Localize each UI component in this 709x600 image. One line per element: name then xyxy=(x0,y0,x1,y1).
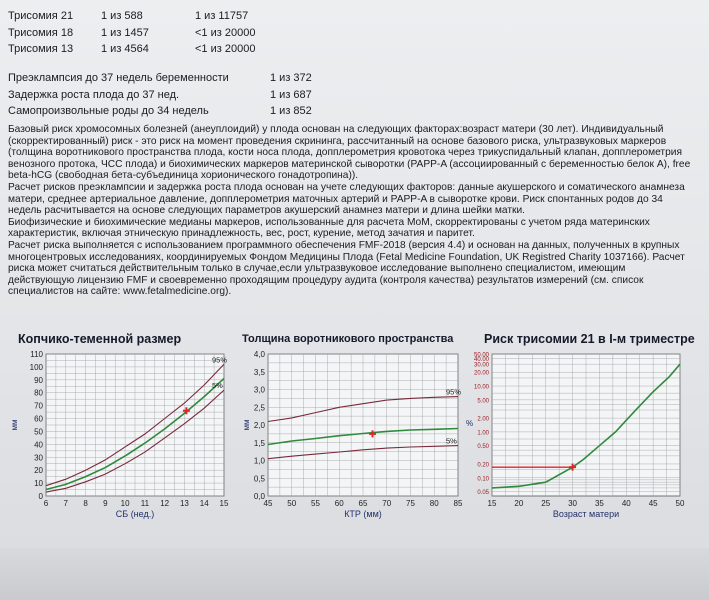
risk-name: Трисомия 21 xyxy=(8,10,74,22)
x-tick-label: 6 xyxy=(43,499,49,508)
description-paragraph xyxy=(8,182,698,217)
risk-name: Трисомия 13 xyxy=(8,43,74,55)
x-axis-label: Возраст матери xyxy=(552,509,620,519)
text-line: риска может считаться действительным только в случае,если ультразвуковое исследование выполнено специалистом, имеющим xyxy=(8,263,626,275)
t21-chart xyxy=(462,332,702,532)
base-risk: 1 из 588 xyxy=(101,10,143,22)
y-tick-label: 5.00 xyxy=(477,398,489,405)
y-tick-label: 0.10 xyxy=(477,476,489,483)
text-line: недель расчитывается на основе следующих параметров акушерский анамнез матери и длина шейки матки. xyxy=(8,205,526,217)
y-tick-label: 110 xyxy=(30,350,43,359)
x-tick-label: 30 xyxy=(568,499,578,508)
y-tick-label: 50 xyxy=(34,427,43,437)
series-label: 5% xyxy=(446,436,457,446)
text-line: характеристик, включая этническую принадлежность, вес, рост, курение, метод зачатия и паритет. xyxy=(8,228,475,240)
y-tick-label: 20.00 xyxy=(473,370,489,377)
page-shadow xyxy=(0,548,709,600)
x-tick-label: 9 xyxy=(103,499,108,508)
y-tick-label: 1,5 xyxy=(253,438,265,448)
text-line: матери, среднее артериальное давление, допплерометрия маточных артерий и PAPP-A в сыворотке крови. Риск спонтанных родов до 34 xyxy=(8,193,663,205)
x-tick-label: 25 xyxy=(541,499,551,508)
x-tick-label: 15 xyxy=(487,499,497,508)
text-line: Базовый риск хромосомных болезней (анеуплоидий) у плода основан на следующих факторах:возраст матери (30 лет). Индивидуальный xyxy=(8,124,664,135)
x-tick-label: 80 xyxy=(429,499,439,508)
nt-chart-svg xyxy=(236,332,462,532)
y-axis-label: % xyxy=(466,419,474,428)
x-tick-label: 85 xyxy=(453,499,462,508)
x-tick-label: 45 xyxy=(648,499,658,508)
x-tick-label: 20 xyxy=(514,499,524,508)
risk-name: Самопроизвольные роды до 34 недель xyxy=(8,105,209,117)
series-label: 95% xyxy=(446,387,462,397)
y-tick-label: 1.00 xyxy=(477,430,489,437)
nt-chart xyxy=(236,332,462,532)
y-tick-label: 30 xyxy=(34,453,43,463)
y-tick-label: 90 xyxy=(34,375,43,385)
description-paragraph xyxy=(8,124,698,182)
risk-value: 1 из 687 xyxy=(270,88,312,101)
crl-chart xyxy=(4,332,236,532)
y-tick-label: 0,5 xyxy=(253,474,265,484)
y-tick-label: 50.00 xyxy=(473,352,489,359)
x-tick-label: 13 xyxy=(179,499,189,508)
y-tick-label: 40.00 xyxy=(473,356,489,363)
y-tick-label: 10.00 xyxy=(473,384,489,391)
y-axis-label: мм xyxy=(10,419,19,431)
x-tick-label: 40 xyxy=(621,499,631,508)
risk-name: Преэклампсия до 37 недель беременности xyxy=(8,72,229,84)
y-tick-label: 0.50 xyxy=(477,444,489,451)
y-tick-label: 0.20 xyxy=(477,462,489,469)
description-text xyxy=(8,124,698,298)
text-line: Расчет рисков преэклампсии и задержка роста плода основан на учете следующих факторов: данные акушерского и соматического анамнеза xyxy=(8,181,685,193)
y-tick-label: 2,0 xyxy=(253,421,265,430)
y-tick-label: 2.00 xyxy=(477,416,489,423)
description-paragraph xyxy=(8,240,698,298)
base-risk: 1 из 1457 xyxy=(101,26,149,39)
series-label: 5% xyxy=(212,381,223,391)
y-tick-label: 30.00 xyxy=(473,362,489,369)
individual-risk: <1 из 20000 xyxy=(195,26,256,39)
y-tick-label: 1,0 xyxy=(253,456,265,466)
x-tick-label: 50 xyxy=(675,499,685,508)
text-line: Расчет риска выполняется с использованием программного обеспечения FMF-2018 (версия 4.4) и основан на данных, полученных в крупных xyxy=(8,239,680,251)
crl-chart-svg xyxy=(4,332,236,532)
individual-risk: 1 из 11757 xyxy=(195,10,249,22)
text-line: действующую лицензию FMF и своевременно проходящим процедуру аудита (контроля качества) результатов измерений (см. список xyxy=(8,274,644,286)
text-line: специалистов на сайте: www.fetalmedicine.org). xyxy=(8,286,232,298)
text-line: венозного протока, ЧСС плода) и биохимических маркеров материнской сыворотки (PAPP-A (ассоциированный с беременностью белок А), free xyxy=(8,158,691,170)
x-tick-label: 35 xyxy=(594,499,604,508)
x-axis-label: КТР (мм) xyxy=(344,509,382,519)
crl-chart-title: Копчико-теменной размер xyxy=(18,332,182,346)
x-tick-label: 50 xyxy=(287,499,297,508)
y-tick-label: 3,5 xyxy=(253,367,265,377)
individual-risk: <1 из 20000 xyxy=(195,43,256,55)
x-axis-label: СБ (нед.) xyxy=(115,509,155,519)
risk-name: Трисомия 18 xyxy=(8,26,74,39)
x-tick-label: 12 xyxy=(160,499,170,508)
y-tick-label: 40 xyxy=(34,440,43,450)
y-tick-label: 0 xyxy=(38,492,43,501)
nt-chart-title: Толщина воротникового пространства xyxy=(242,333,454,345)
y-tick-label: 2,5 xyxy=(253,403,265,413)
text-line: beta-hCG (свободная бета-субъединица хорионического гонадотропина)). xyxy=(8,170,359,182)
x-tick-label: 7 xyxy=(63,499,69,508)
text-line: многоцентровых исследованиях, координируемых Фондом Медицины Плода (Fetal Medicine Foundation, UK Registred Charity 1037166). Расчет xyxy=(8,251,685,263)
risk-value: 1 из 372 xyxy=(270,72,312,84)
y-tick-label: 0,0 xyxy=(253,492,265,501)
y-tick-label: 60 xyxy=(34,414,43,424)
risk-name: Задержка роста плода до 37 нед. xyxy=(8,88,180,101)
t21-chart-svg xyxy=(462,332,702,532)
text-line: (толщина воротникового пространства плода, кости носа плода, допплерометрия кровотока через трикуспидальный клапан, допплерометрия xyxy=(8,147,682,159)
t21-chart-title: Риск трисомии 21 в I-м триместре xyxy=(484,332,695,346)
y-tick-label: 100 xyxy=(29,362,43,372)
x-tick-label: 45 xyxy=(263,499,273,508)
text-line: (скорректированный) риск - это риск на момент проведения скрининга, рассчитанный на основе базового риска, ультразвуковых маркеров xyxy=(8,135,667,147)
x-tick-label: 11 xyxy=(140,499,150,508)
y-tick-label: 4,0 xyxy=(253,350,265,359)
series-label: 95% xyxy=(212,355,228,365)
x-tick-label: 70 xyxy=(382,499,392,508)
text-line: Биофизические и биохимические медианы маркеров, использованные для расчета МоМ, скорректированы с учетом ряда материнских xyxy=(8,216,650,228)
x-tick-label: 60 xyxy=(334,499,344,508)
y-tick-label: 80 xyxy=(34,388,43,398)
x-tick-label: 75 xyxy=(406,499,415,508)
x-tick-label: 8 xyxy=(83,499,88,508)
x-tick-label: 15 xyxy=(219,499,229,508)
x-tick-label: 65 xyxy=(358,499,368,508)
x-tick-label: 10 xyxy=(120,499,130,508)
risk-value: 1 из 852 xyxy=(270,105,312,117)
y-tick-label: 3,0 xyxy=(253,385,265,395)
y-tick-label: 70 xyxy=(34,401,43,411)
y-tick-label: 20 xyxy=(34,466,43,476)
x-tick-label: 55 xyxy=(311,499,320,508)
description-paragraph xyxy=(8,217,698,240)
x-tick-label: 14 xyxy=(199,499,209,508)
y-tick-label: 10 xyxy=(34,479,43,489)
y-tick-label: 0.05 xyxy=(477,490,489,497)
base-risk: 1 из 4564 xyxy=(101,43,149,55)
y-axis-label: мм xyxy=(242,419,251,431)
